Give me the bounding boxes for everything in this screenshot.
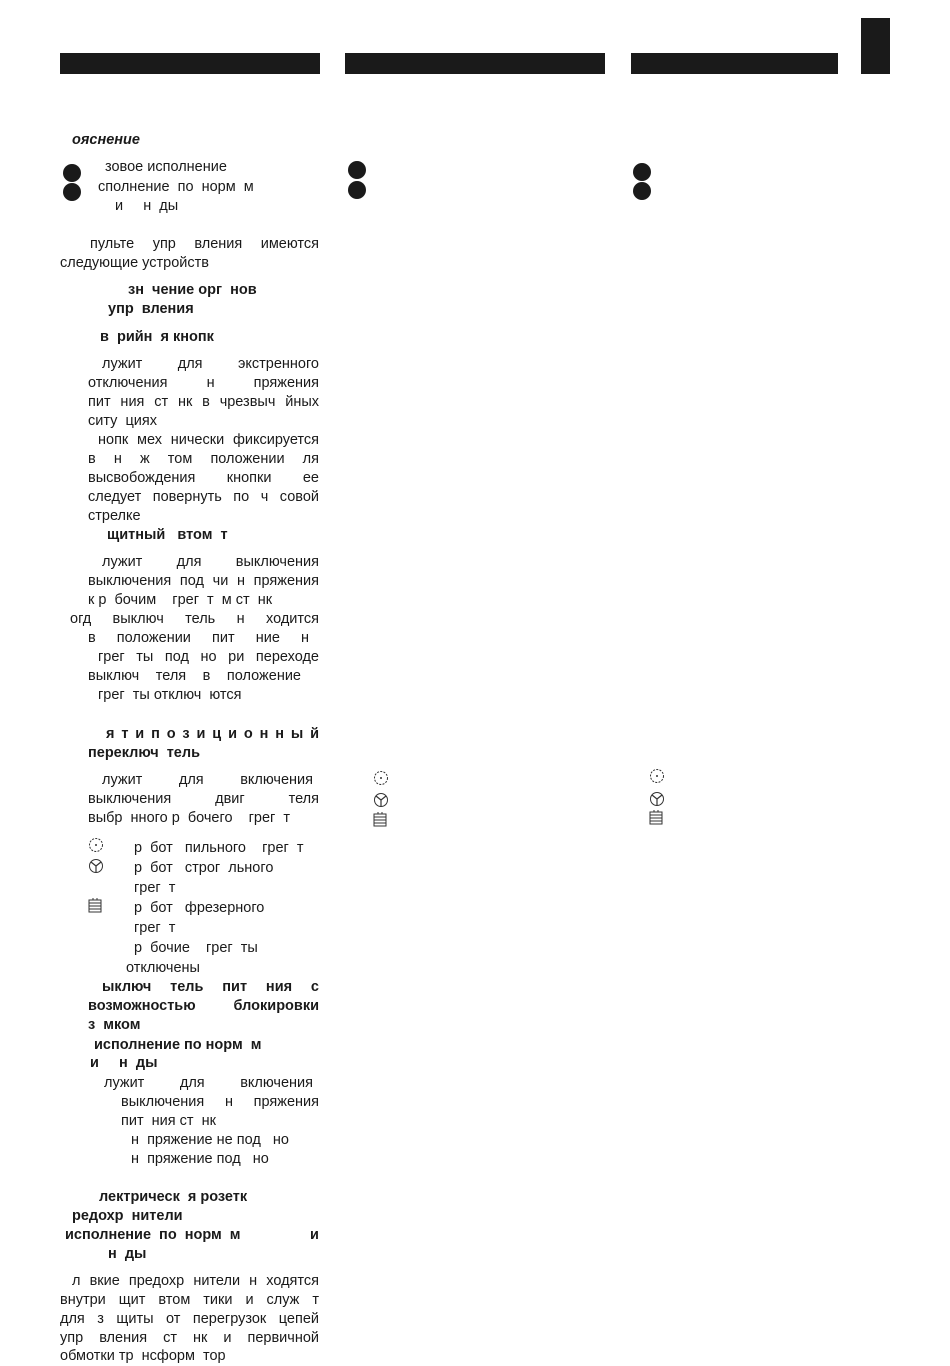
body-line: отключения н пряжения xyxy=(88,375,319,391)
body-line: для з щиты от перегрузок цепей xyxy=(60,1311,319,1327)
socket-standard: исполнение по норм м xyxy=(65,1227,241,1243)
mode-saw-text: р бот пильного грег т xyxy=(134,840,304,856)
body-line: упр вления ст нк и первичной xyxy=(60,1330,319,1346)
header-bar-column-3 xyxy=(631,53,838,74)
planer-icon xyxy=(373,792,389,808)
emergency-title: в рийн я кнопк xyxy=(100,329,214,345)
lockswitch-standard: и н ды xyxy=(90,1055,158,1071)
body-line: н пряжение под но xyxy=(131,1151,269,1167)
body-line: пит ния ст нк xyxy=(121,1113,216,1129)
section-title: зн чение орг нов xyxy=(128,282,257,298)
body-line: выключения н пряжения xyxy=(121,1094,319,1110)
body-line: лужит для экстренного xyxy=(102,356,319,372)
intro-line: пульте упр вления имеются xyxy=(90,236,319,252)
mode-off-text: р бочие грег ты xyxy=(134,940,258,956)
planer-icon xyxy=(88,858,104,874)
body-line: выключ теля в положение xyxy=(88,668,301,684)
mode-milling-text-cont: грег т xyxy=(134,920,176,936)
body-line: выбр нного р бочего грег т xyxy=(88,810,291,826)
body-line: в н ж том положении ля xyxy=(88,451,319,467)
planer-icon xyxy=(649,791,665,807)
body-line: выключения под чи н пряжения xyxy=(88,573,319,589)
legend-item-standard-cont: и н ды xyxy=(115,198,179,214)
body-line: ситу циях xyxy=(88,413,157,429)
socket-standard: н ды xyxy=(108,1246,147,1262)
section-title: упр вления xyxy=(108,301,194,317)
lockswitch-standard: исполнение по норм м xyxy=(94,1037,262,1053)
bullet-dot-icon xyxy=(63,183,81,201)
body-line: в положении пит ние н xyxy=(88,630,309,646)
breaker-title: щитный втом т xyxy=(107,527,228,543)
selector-title: я т и п о з и ц и о н н ы й xyxy=(106,726,319,742)
milling-icon xyxy=(649,810,663,826)
body-line: лужит для включения xyxy=(104,1075,313,1091)
legend-title: ояснение xyxy=(72,132,140,148)
socket-standard: и xyxy=(310,1227,319,1243)
milling-icon xyxy=(88,898,102,914)
body-line: л вкие предохр нители н ходятся xyxy=(72,1273,319,1289)
saw-blade-icon xyxy=(373,770,389,786)
saw-blade-icon xyxy=(649,768,665,784)
bullet-dot-icon xyxy=(348,161,366,179)
body-line: нопк мех нически фиксируется xyxy=(98,432,319,448)
intro-line: следующие устройств xyxy=(60,255,209,271)
lockswitch-title: ыключ тель пит ния с xyxy=(102,979,319,995)
selector-title: переключ тель xyxy=(88,745,200,761)
legend-item-base: зовое исполнение xyxy=(105,159,227,175)
header-bar-column-2 xyxy=(345,53,605,74)
lockswitch-title: возможностью блокировки xyxy=(88,998,319,1014)
body-line: стрелке xyxy=(88,508,141,524)
body-line: лужит для включения xyxy=(102,772,313,788)
body-line: к р бочим грег т м ст нк xyxy=(88,592,273,608)
socket-title: редохр нители xyxy=(72,1208,183,1224)
body-line: обмотки тр нсформ тор xyxy=(60,1348,226,1364)
bullet-dot-icon xyxy=(633,182,651,200)
mode-milling-text: р бот фрезерного xyxy=(134,900,265,916)
header-bar-column-1 xyxy=(60,53,320,74)
bullet-dot-icon xyxy=(633,163,651,181)
body-line: высвобождения кнопки ее xyxy=(88,470,319,486)
lockswitch-title: з мком xyxy=(88,1017,141,1033)
body-line: лужит для выключения xyxy=(102,554,319,570)
body-line: огд выключ тель н ходится xyxy=(70,611,319,627)
bullet-dot-icon xyxy=(63,164,81,182)
page-edge-tab xyxy=(861,18,890,74)
body-line: грег ты отключ ются xyxy=(98,687,242,703)
mode-off-text-cont: отключены xyxy=(126,960,200,976)
legend-item-standard: сполнение по норм м xyxy=(98,179,254,195)
bullet-dot-icon xyxy=(348,181,366,199)
body-line: следует повернуть по ч совой xyxy=(88,489,319,505)
mode-planer-text: р бот строг льного xyxy=(134,860,274,876)
milling-icon xyxy=(373,812,387,828)
body-line: внутри щит втом тики и служ т xyxy=(60,1292,319,1308)
saw-blade-icon xyxy=(88,837,104,853)
body-line: выключения двиг теля xyxy=(88,791,319,807)
body-line: н пряжение не под но xyxy=(131,1132,289,1148)
body-line: грег ты под но ри переходе xyxy=(98,649,319,665)
body-line: пит ния ст нк в чрезвыч йных xyxy=(88,394,319,410)
mode-planer-text-cont: грег т xyxy=(134,880,176,896)
socket-title: лектрическ я розетк xyxy=(99,1189,248,1205)
